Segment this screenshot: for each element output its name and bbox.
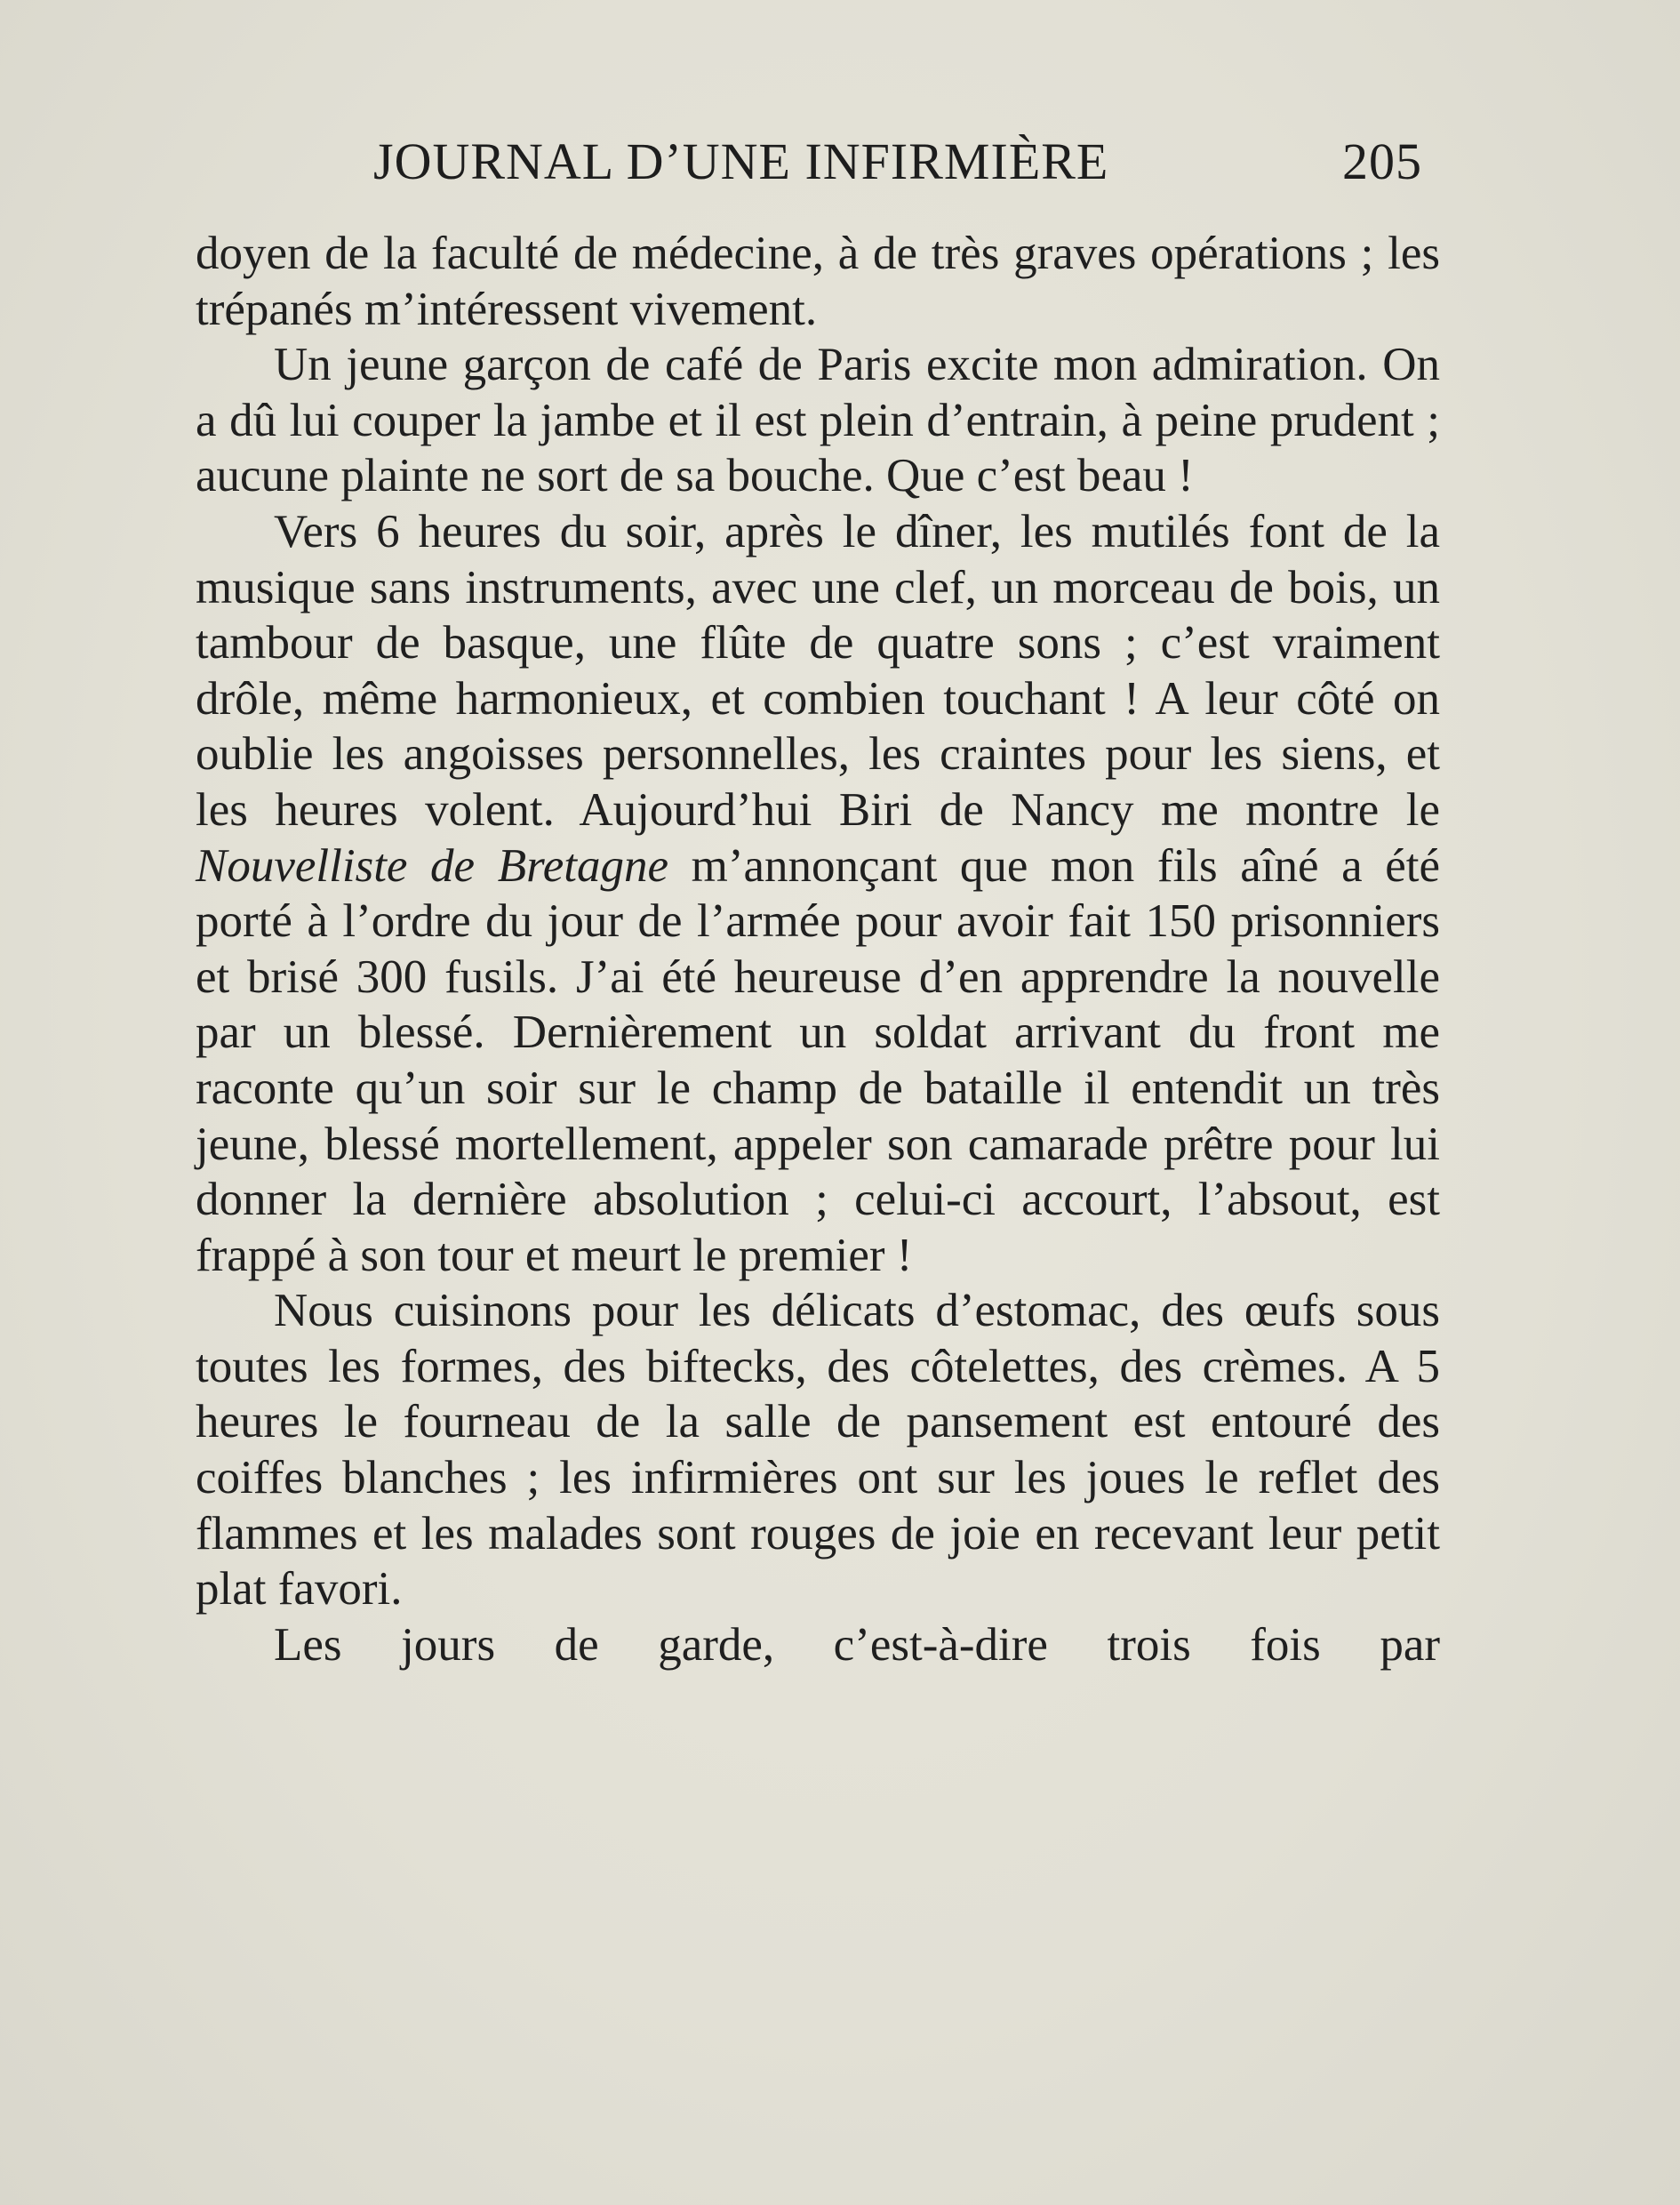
paragraph-text: Vers 6 heures du soir, après le dîner, les mutilés font de la musique sans instruments, avec une clef, un morceau de bois, un tambour de basque, une flûte de quatre sons ; c’est vraiment drôle, même harmonieux, et combien touchant ! A leur côté on oublie les angoisses personnelles, les craintes pour les siens, et les heures volent. Aujourd’hui Biri de Nancy me montre le <box>196 505 1440 836</box>
paragraph-continued: doyen de la faculté de médecine, à de très graves opérations ; les trépanés m’intéressent vivement. <box>196 228 1440 335</box>
newspaper-title: Nouvelliste de Bretagne <box>196 839 669 892</box>
paragraph-continues: Les jours de garde, c’est-à-dire trois fois par <box>274 1618 1440 1671</box>
running-title: JOURNAL D’UNE INFIRMIÈRE <box>373 132 1109 190</box>
paragraph: Nous cuisinons pour les délicats d’estomac, des œufs sous toutes les formes, des biftecks, des côtelettes, des crèmes. A 5 heures le fourneau de la salle de pansement est entouré des coiffes blanches ; les infirmières ont sur les joues le reflet des flammes et les malades sont rouges de joie en recevant leur petit plat favori. <box>196 1285 1440 1616</box>
page-number: 205 <box>1342 132 1422 190</box>
paragraph: Un jeune garçon de café de Paris excite mon admiration. On a dû lui couper la jambe et il est plein d’entrain, à peine prudent ; aucune plainte ne sort de sa bouche. Que c’est beau ! <box>196 339 1440 502</box>
body-text <box>196 226 1440 1672</box>
paragraph-text: m’annonçant que mon fils aîné a été porté à l’ordre du jour de l’armée pour avoir fait 150 prisonniers et brisé 300 fusils. J’ai été heureuse d’en apprendre la nouvelle par un blessé. Dernièrement un soldat arrivant du front me raconte qu’un soir sur le champ de bataille il entendit un très jeune, blessé mortellement, appeler son camarade prêtre pour lui donner la dernière absolution ; celui-ci accourt, l’absout, est frappé à son tour et meurt le premier ! <box>196 839 1441 1281</box>
running-head <box>196 132 1422 203</box>
paragraph <box>196 504 1440 1283</box>
